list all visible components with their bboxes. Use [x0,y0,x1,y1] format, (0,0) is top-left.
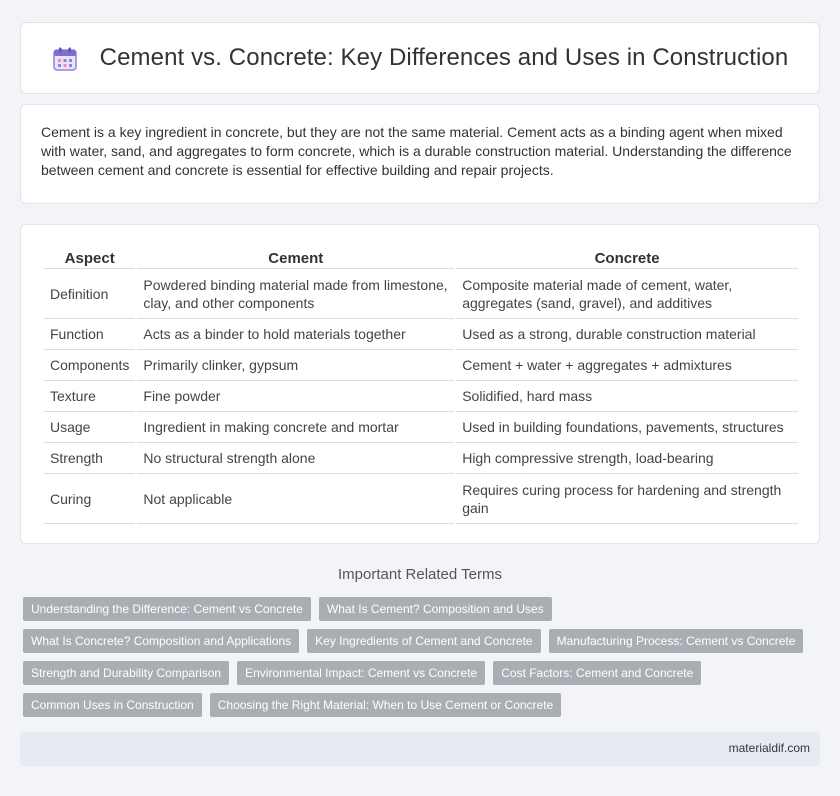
page-footer [20,732,820,766]
table-row [44,381,798,412]
header-cement: Cement [137,245,454,269]
calendar-icon [52,46,78,72]
concrete-cell: Requires curing process for hardening and strength gain [456,474,798,524]
related-term-tag[interactable]: Common Uses in Construction [23,693,202,717]
concrete-cell: High compressive strength, load-bearing [456,443,798,474]
concrete-cell: Composite material made of cement, water, aggregates (sand, gravel), and additives [456,269,798,319]
cement-cell: Powdered binding material made from limestone, clay, and other components [137,269,454,319]
related-term-tag[interactable]: Strength and Durability Comparison [23,661,229,685]
table-header-row [44,245,798,269]
header-concrete: Concrete [456,245,798,269]
aspect-cell: Curing [44,474,135,524]
aspect-cell: Strength [44,443,135,474]
related-term-tag[interactable]: Manufacturing Process: Cement vs Concrete [549,629,804,653]
cement-cell: Ingredient in making concrete and mortar [137,412,454,443]
related-term-tag[interactable]: Environmental Impact: Cement vs Concrete [237,661,485,685]
intro-card [20,104,820,204]
aspect-cell: Components [44,350,135,381]
concrete-cell: Cement + water + aggregates + admixtures [456,350,798,381]
cement-cell: Fine powder [137,381,454,412]
table-row [44,443,798,474]
cement-cell: Primarily clinker, gypsum [137,350,454,381]
table-row [44,350,798,381]
related-term-tag[interactable]: What Is Cement? Composition and Uses [319,597,552,621]
related-terms-list [23,597,823,717]
aspect-cell: Function [44,319,135,350]
footer-site-link[interactable]: materialdif.com [728,741,810,755]
page-header [20,22,820,94]
table-row [44,474,798,524]
concrete-cell: Solidified, hard mass [456,381,798,412]
related-term-tag[interactable]: Key Ingredients of Cement and Concrete [307,629,540,653]
comparison-table [42,245,800,524]
table-row [44,412,798,443]
related-term-tag[interactable]: What Is Concrete? Composition and Applications [23,629,299,653]
cement-cell: No structural strength alone [137,443,454,474]
related-term-tag[interactable]: Choosing the Right Material: When to Use Cement or Concrete [210,693,562,717]
related-term-tag[interactable]: Understanding the Difference: Cement vs Concrete [23,597,311,621]
aspect-cell: Usage [44,412,135,443]
table-row [44,269,798,319]
related-term-tag[interactable]: Cost Factors: Cement and Concrete [493,661,701,685]
cement-cell: Not applicable [137,474,454,524]
concrete-cell: Used in building foundations, pavements, structures [456,412,798,443]
related-terms-title: Important Related Terms [338,566,502,583]
header-aspect: Aspect [44,245,135,269]
cement-cell: Acts as a binder to hold materials together [137,319,454,350]
aspect-cell: Definition [44,269,135,319]
intro-text: Cement is a key ingredient in concrete, but they are not the same material. Cement acts as a binding agent when mixed with water, sand, and aggregates to form concrete, which is a durable construction material. Understanding the difference between cement and concrete is essential for effective building and repair projects. [41,124,792,178]
table-row [44,319,798,350]
aspect-cell: Texture [44,381,135,412]
page-title: Cement vs. Concrete: Key Differences and Uses in Construction [99,44,789,71]
concrete-cell: Used as a strong, durable construction material [456,319,798,350]
comparison-table-card [20,224,820,544]
